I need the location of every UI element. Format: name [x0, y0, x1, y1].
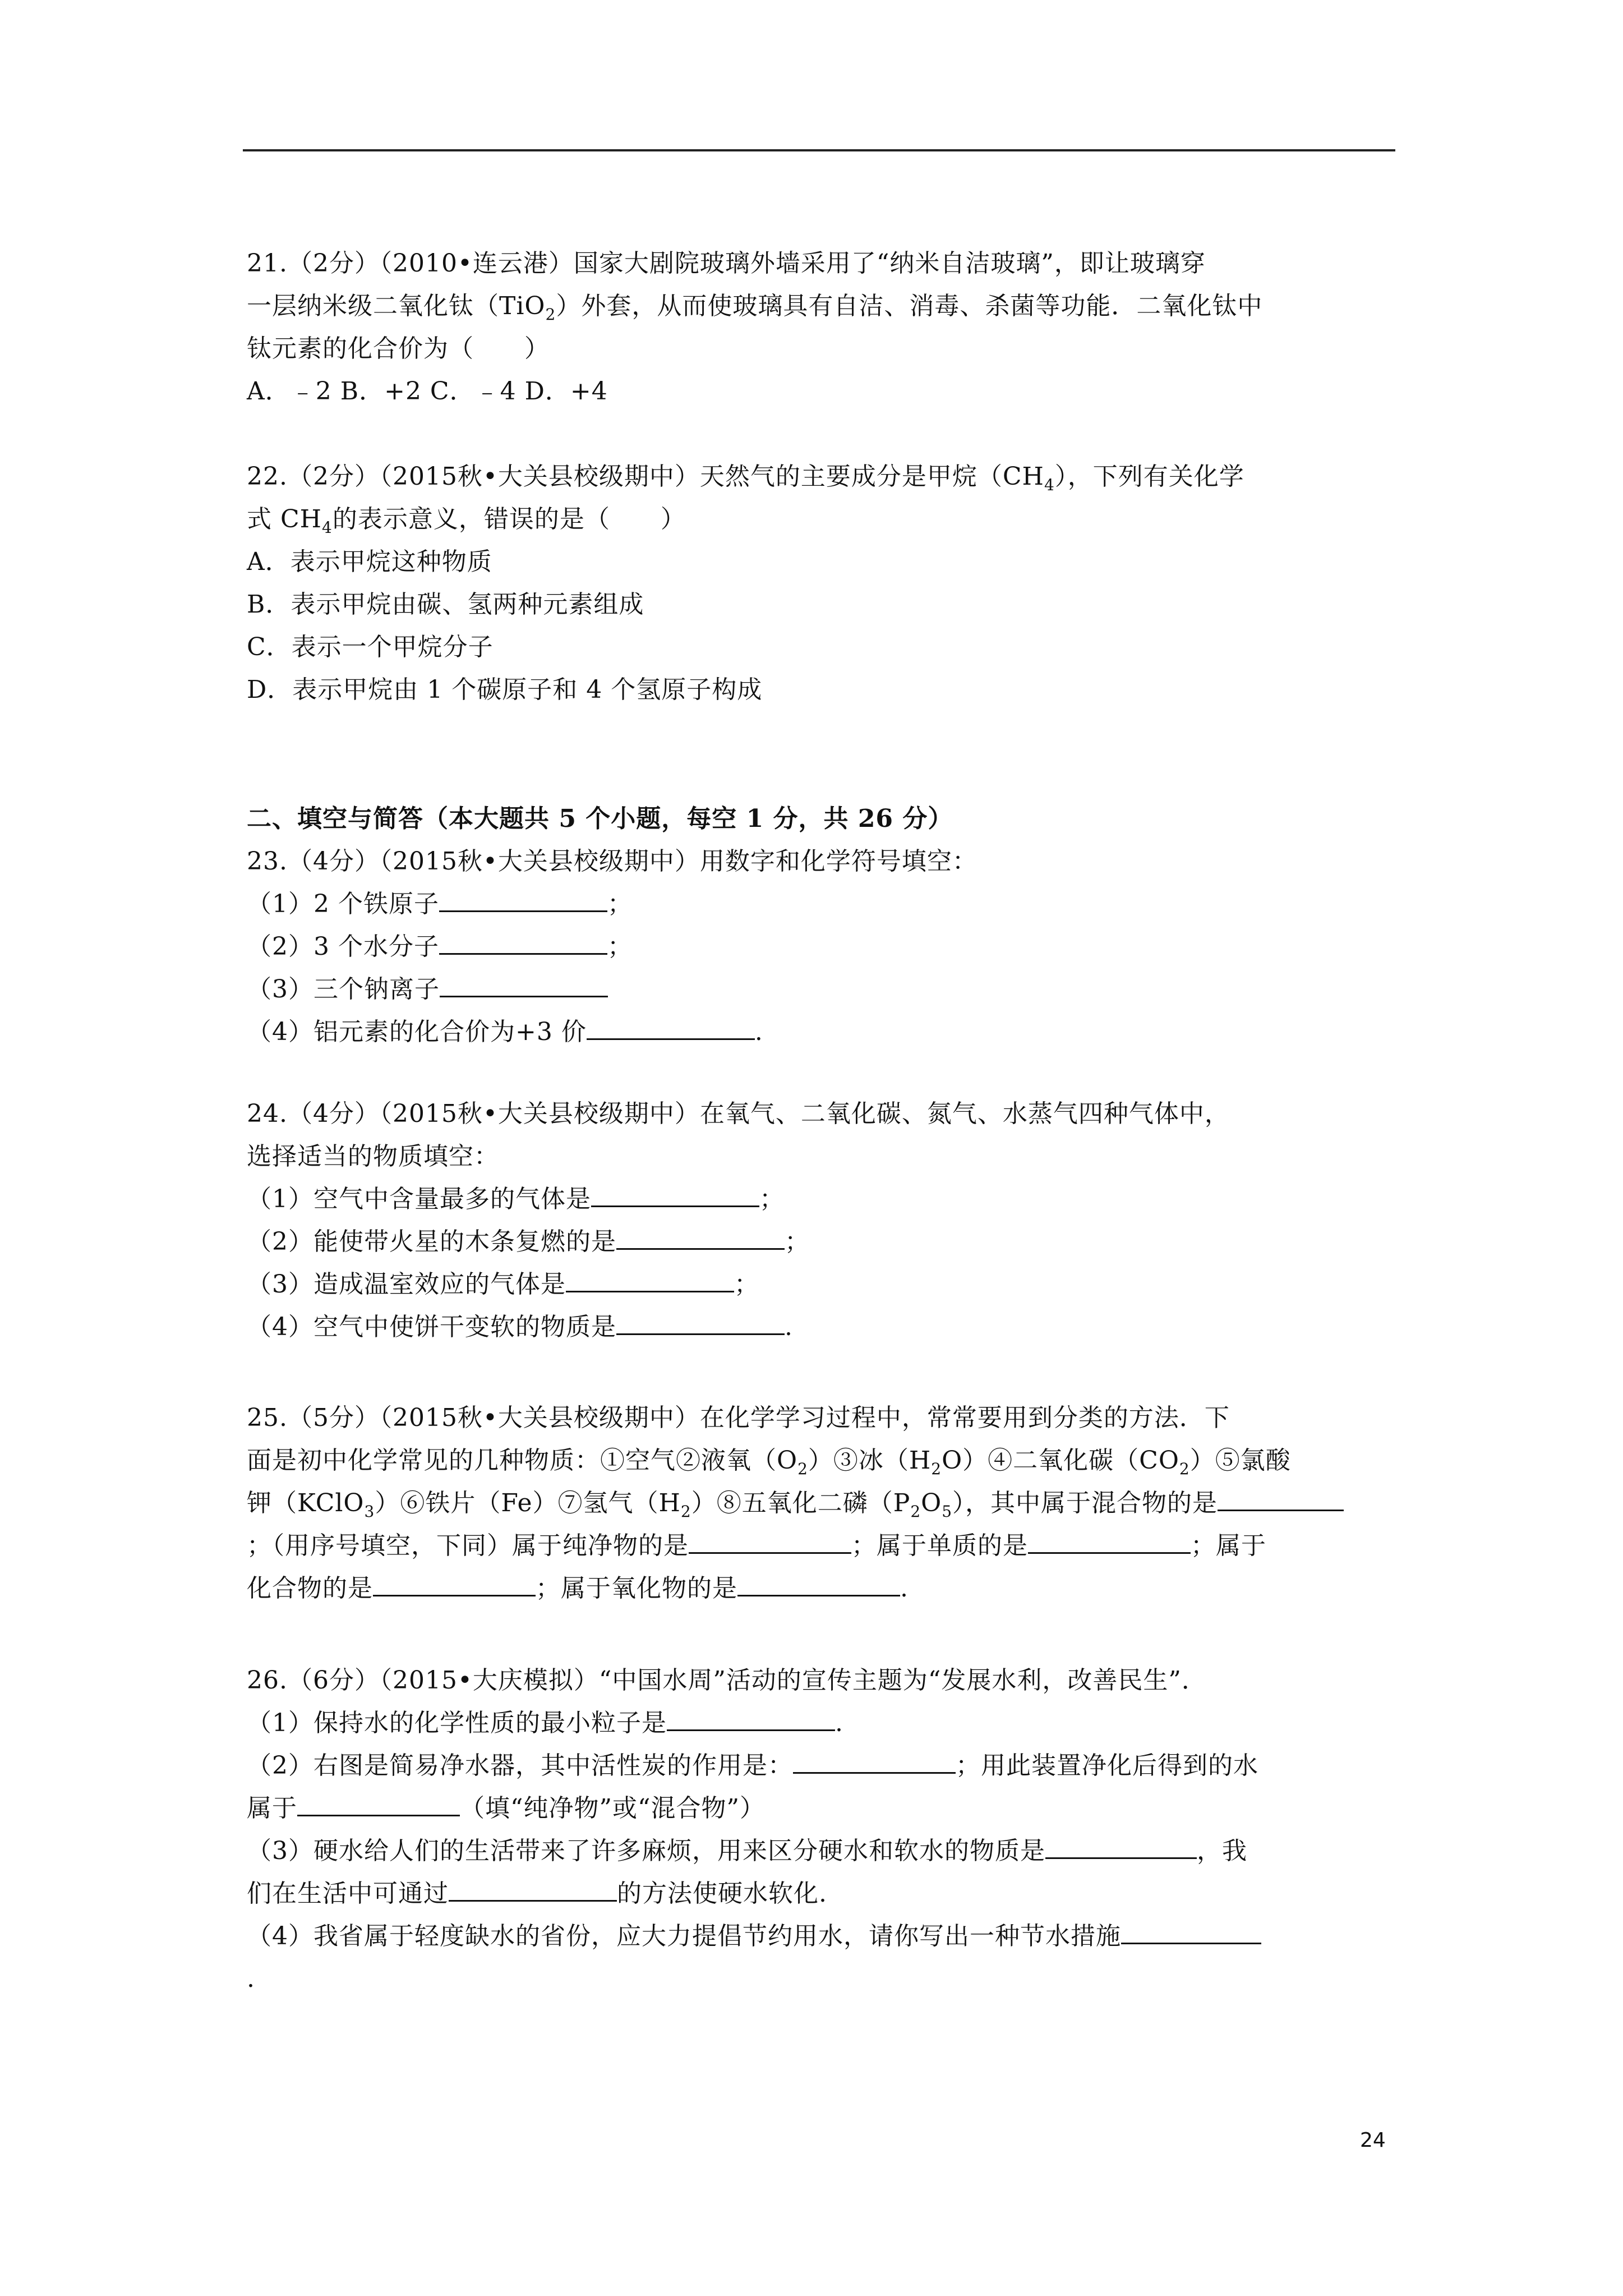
q25-line-4: ；（用序号填空，下同）属于纯净物的是 ；属于单质的是 ；属于 — [247, 1525, 1402, 1567]
q24-part-4: （4）空气中使饼干变软的物质是 . — [247, 1306, 1402, 1349]
answer-blank[interactable] — [689, 1525, 851, 1554]
question-26 — [247, 1659, 1402, 2000]
answer-blank[interactable] — [373, 1568, 536, 1596]
q22-option-d: D．表示甲烷由 1 个碳原子和 4 个氢原子构成 — [247, 675, 763, 704]
q24-part-1: （1）空气中含量最多的气体是 ； — [247, 1178, 1402, 1221]
q23-part-4: （4）铝元素的化合价为+3 价 . — [247, 1011, 1402, 1053]
answer-blank[interactable] — [587, 1011, 755, 1040]
q26-part-4: （4）我省属于轻度缺水的省份，应大力提倡节约用水，请你写出一种节水措施 — [247, 1915, 1402, 1958]
answer-blank[interactable] — [737, 1568, 900, 1596]
q25-line-2: 面是初中化学常见的几种物质：①空气②液氧$(O_2)③$冰$(H_2O)④$二氧化碳$(CO_2)⑤$氯酸 — [247, 1446, 1291, 1478]
q22-line-2: 式 $CH_4$的表示意义，错误的是（ ） — [247, 505, 686, 537]
question-24 — [247, 1093, 1402, 1349]
q21-line-3: 钛元素的化合价为（ ） — [247, 334, 550, 363]
q26-part-3-cont: 们在生活中可通过 的方法使硬水软化. — [247, 1872, 1402, 1915]
answer-blank[interactable] — [439, 884, 607, 912]
answer-blank[interactable] — [1121, 1916, 1261, 1944]
answer-blank[interactable] — [566, 1264, 734, 1292]
question-22 — [247, 455, 1402, 711]
q23-part-1: （1）2 个铁原子 ； — [247, 883, 1402, 926]
q26-part-3: （3）硬水给人们的生活带来了许多麻烦，用来区分硬水和软水的物质是 ，我 — [247, 1830, 1402, 1872]
q26-part-2-cont: 属于 （填“纯净物”或“混合物”） — [247, 1787, 1402, 1830]
answer-blank[interactable] — [297, 1788, 460, 1816]
answer-blank[interactable] — [1045, 1830, 1197, 1859]
q26-line-1: 26.（6分）（2015•大庆模拟）“中国水周”活动的宣传主题为“发展水利，改善民生”． — [247, 1666, 1207, 1695]
answer-blank[interactable] — [439, 926, 607, 955]
section-2 — [247, 798, 1402, 1053]
q26-part-4-end: . — [247, 1964, 255, 1993]
q25-line-5: 化合物的是 ；属于氧化物的是 . — [247, 1567, 1402, 1610]
q26-part-2: （2）右图是简易净水器，其中活性炭的作用是： ；用此装置净化后得到的水 — [247, 1745, 1402, 1787]
q23-part-2: （2）3 个水分子 ； — [247, 926, 1402, 968]
q21-line-2: 一层纳米级二氧化钛（TiO$_2$）外套，从而使玻璃具有自洁、消毒、杀菌等功能．二氧化钛中 — [247, 292, 1263, 324]
page-number: 24 — [1360, 2129, 1386, 2152]
section-heading: 二、填空与简答（本大题共 5 个小题，每空 1 分，共 26 分） — [247, 804, 953, 833]
answer-blank[interactable] — [616, 1306, 785, 1335]
q24-stem-2: 选择适当的物质填空： — [247, 1142, 499, 1171]
q24-stem-1: 24.（4分）（2015秋•大关县校级期中）在氧气、二氧化碳、氮气、水蒸气四种气体中， — [247, 1099, 1230, 1128]
q21-line-1: 21.（2分）（2010•连云港）国家大剧院玻璃外墙采用了“纳米自洁玻璃”，即让玻璃穿 — [247, 249, 1206, 278]
answer-blank[interactable] — [1028, 1525, 1191, 1554]
answer-blank[interactable] — [449, 1873, 617, 1902]
answer-blank[interactable] — [440, 969, 608, 997]
q23-stem: 23.（4分）（2015秋•大关县校级期中）用数字和化学符号填空： — [247, 847, 978, 876]
q25-line-1: 25.（5分）（2015秋•大关县校级期中）在化学学习过程中，常常要用到分类的方法．下 — [247, 1404, 1230, 1432]
answer-blank[interactable] — [793, 1745, 956, 1774]
q22-option-a: A．表示甲烷这种物质 — [247, 547, 492, 576]
q21-options: A．﹣2 B．+2 C．﹣4 D．+4 — [247, 377, 608, 406]
q24-part-2: （2）能使带火星的木条复燃的是 ； — [247, 1221, 1402, 1263]
q25-line-3: 钾（KClO$_3$）⑥铁片（Fe）⑦氢气$(H_2)⑧$五氧化二磷$(P_2O_5)$，其中属于混合物的是 — [247, 1482, 1402, 1525]
q24-part-3: （3）造成温室效应的气体是 ； — [247, 1263, 1402, 1306]
answer-blank[interactable] — [591, 1179, 759, 1207]
answer-blank[interactable] — [667, 1703, 835, 1731]
q22-option-c: C．表示一个甲烷分子 — [247, 633, 494, 661]
answer-blank[interactable] — [1218, 1483, 1344, 1511]
question-25 — [247, 1397, 1402, 1610]
q22-option-b: B．表示甲烷由碳、氢两种元素组成 — [247, 590, 644, 619]
q22-line-1: 22.（2分）（2015秋•大关县校级期中）天然气的主要成分是甲烷$(CH_4)$，下列有关化学 — [247, 462, 1244, 494]
q26-part-1: （1）保持水的化学性质的最小粒子是 . — [247, 1702, 1402, 1745]
question-21 — [247, 242, 1402, 413]
answer-blank[interactable] — [616, 1221, 785, 1250]
header-rule — [243, 149, 1395, 151]
q23-part-3: （3）三个钠离子 — [247, 968, 1402, 1011]
